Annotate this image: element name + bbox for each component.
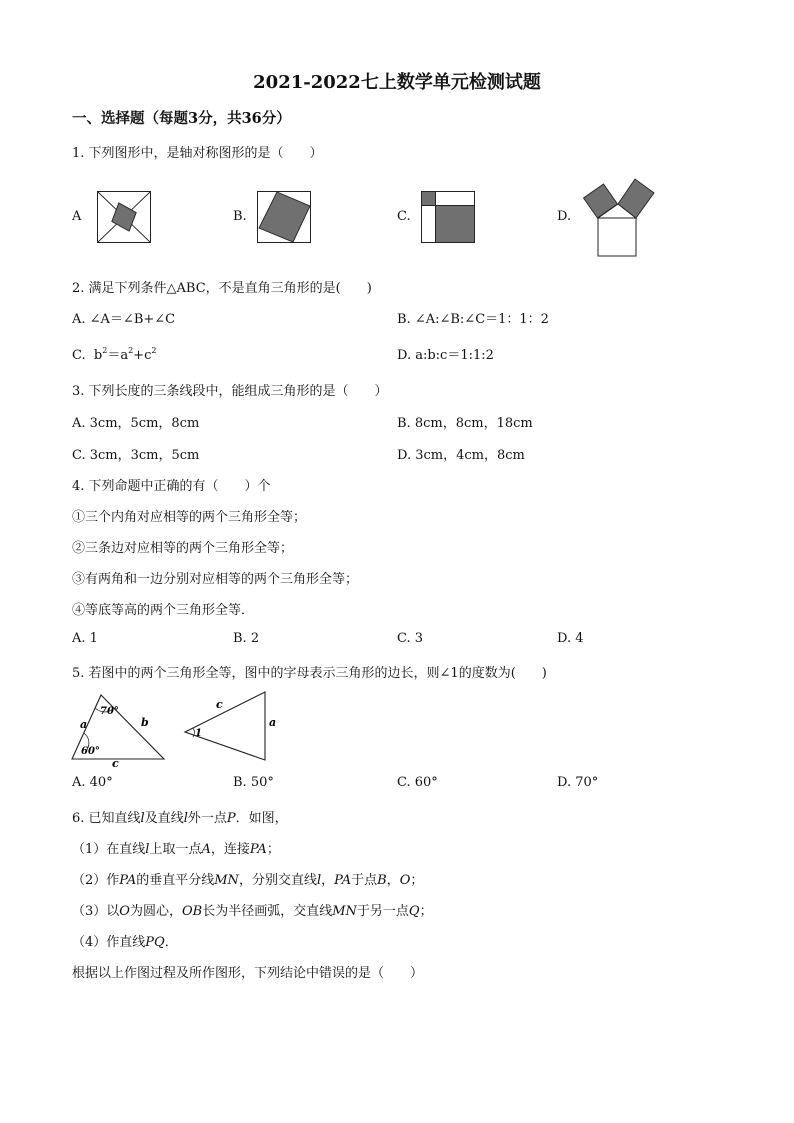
q6-intro-var-p: P — [226, 811, 236, 826]
q4-statement-4: ④等底等高的两个三角形全等． — [72, 603, 255, 618]
q6-s1-v2: A — [201, 842, 211, 857]
q6-s2-v2: MN — [214, 873, 239, 888]
q4-option-c: C. 3 — [397, 631, 424, 646]
q5-tri2-side-a: a — [269, 716, 277, 729]
q1-figure-d — [578, 176, 658, 256]
q6-s3-t1: （3）以 — [72, 904, 120, 919]
q5-tri1-side-b: b — [141, 716, 149, 729]
q6-s3-t5: ； — [419, 904, 433, 919]
q6-s2-v5: B — [377, 873, 387, 888]
q5-option-a: A. 40° — [72, 775, 113, 790]
q6-step-3 — [72, 900, 433, 919]
q6-s2-t7: ； — [410, 873, 424, 888]
q2-option-d: D. a:b:c＝1:1:2 — [397, 348, 494, 363]
q6-s3-t2: 为圆心， — [129, 904, 182, 919]
q5-tri2-angle-1: 1 — [195, 728, 202, 739]
q2-option-a: A. ∠A＝∠B+∠C — [72, 312, 176, 327]
q4-option-b: B. 2 — [233, 631, 260, 646]
q6-s4-t2: ． — [164, 935, 178, 950]
q6-intro-var-l2: l — [183, 811, 188, 826]
q6-s1-v3: PA — [249, 842, 267, 857]
q6-s1-t4: ； — [266, 842, 280, 857]
q1-option-c-label: C. — [397, 209, 411, 224]
q6-s2-t6: ， — [386, 873, 400, 888]
q5-triangle-2 — [183, 690, 283, 770]
q6-s2-t1: （2）作 — [72, 873, 120, 888]
q6-s2-v1: PA — [119, 873, 137, 888]
page-title: 2021-2022七上数学单元检测试题 — [253, 72, 541, 93]
q1-stem: 1. 下列图形中，是轴对称图形的是（ ） — [72, 146, 323, 161]
q6-s3-v3: MN — [332, 904, 357, 919]
q1-figure-a — [97, 191, 151, 243]
q4-stem: 4. 下列命题中正确的有（ ）个 — [72, 479, 271, 494]
q6-s4-t1: （4）作直线 — [72, 935, 146, 950]
q6-s3-v1: O — [119, 904, 130, 919]
q6-intro-text-4: ．如图， — [235, 811, 288, 826]
q3-option-c: C. 3cm，3cm，5cm — [72, 448, 200, 463]
q6-s2-t5: 于点 — [351, 873, 378, 888]
q4-statement-1: ①三个内角对应相等的两个三角形全等； — [72, 510, 307, 525]
q2-option-c-label: C. — [72, 348, 86, 363]
q6-s4-v1: PQ — [145, 935, 165, 950]
q5-tri1-angle-top: 70° — [100, 706, 119, 717]
q2-c-exp2: 2 — [128, 346, 134, 355]
q6-intro-text-2: 及直线 — [144, 811, 184, 826]
q5-tri2-side-c: c — [216, 698, 223, 711]
q6-step-2 — [72, 869, 423, 888]
q2-option-c — [72, 344, 156, 363]
q1-option-d-label: D. — [557, 209, 572, 224]
q2-c-exp1: 2 — [102, 346, 108, 355]
q2-c-c: +c — [133, 348, 152, 363]
q6-s3-t3: 长为半径画弧，交直线 — [202, 904, 333, 919]
q6-s3-v2: OB — [181, 904, 203, 919]
q6-s2-t3: ，分别交直线 — [238, 873, 317, 888]
q5-option-b: B. 50° — [233, 775, 274, 790]
q6-s3-v4: Q — [408, 904, 420, 919]
q2-c-exp3: 2 — [151, 346, 157, 355]
q2-option-b: B. ∠A:∠B:∠C＝1：1：2 — [397, 312, 549, 327]
q6-s2-v3: l — [316, 873, 322, 888]
q6-s2-t2: 的垂直平分线 — [136, 873, 215, 888]
q3-option-b: B. 8cm，8cm，18cm — [397, 416, 533, 431]
q6-intro-var-l1: l — [140, 811, 145, 826]
q2-stem: 2. 满足下列条件△ABC，不是直角三角形的是( ) — [72, 281, 372, 296]
q3-stem: 3. 下列长度的三条线段中，能组成三角形的是（ ） — [72, 384, 388, 399]
q6-step-1 — [72, 838, 280, 857]
q5-option-d: D. 70° — [557, 775, 599, 790]
q4-statement-3: ③有两角和一边分别对应相等的两个三角形全等； — [72, 572, 359, 587]
q4-statement-2: ②三条边对应相等的两个三角形全等； — [72, 541, 294, 556]
q6-s2-v6: O — [399, 873, 411, 888]
q6-intro-text-1: 6. 已知直线 — [72, 811, 141, 826]
q1-option-a-label: A — [72, 209, 82, 224]
q6-s3-t4: 于另一点 — [356, 904, 409, 919]
q2-c-a: ＝a — [107, 348, 129, 363]
q6-s2-v4: PA — [334, 873, 352, 888]
q1-figure-c — [421, 191, 475, 243]
q5-option-c: C. 60° — [397, 775, 438, 790]
q5-tri1-side-c: c — [112, 757, 119, 770]
section-heading: 一、选择题（每题3分，共36分） — [72, 110, 291, 127]
q1-figure-b — [257, 191, 311, 243]
q2-c-b: b — [93, 348, 103, 363]
q5-tri1-angle-left: 60° — [81, 746, 100, 757]
q6-s1-t1: （1）在直线 — [72, 842, 146, 857]
q6-s2-t4: ， — [321, 873, 335, 888]
q5-stem: 5. 若图中的两个三角形全等，图中的字母表示三角形的边长，则∠1的度数为( ) — [72, 666, 547, 681]
q5-tri1-side-a: a — [80, 718, 88, 731]
q3-option-a: A. 3cm，5cm，8cm — [72, 416, 200, 431]
q6-s1-t2: 上取一点 — [149, 842, 202, 857]
q4-option-a: A. 1 — [72, 631, 98, 646]
q6-conclusion: 根据以上作图过程及所作图形，下列结论中错误的是（ ） — [72, 966, 424, 981]
q6-s1-t3: ，连接 — [210, 842, 250, 857]
q6-step-4 — [72, 931, 178, 950]
q6-intro-text-3: 外一点 — [187, 811, 227, 826]
q6-s1-v1: l — [145, 842, 150, 857]
q4-option-d: D. 4 — [557, 631, 584, 646]
q6-intro — [72, 807, 288, 826]
q3-option-d: D. 3cm，4cm，8cm — [397, 448, 525, 463]
q5-triangle-1 — [70, 690, 170, 770]
q1-option-b-label: B. — [233, 209, 247, 224]
